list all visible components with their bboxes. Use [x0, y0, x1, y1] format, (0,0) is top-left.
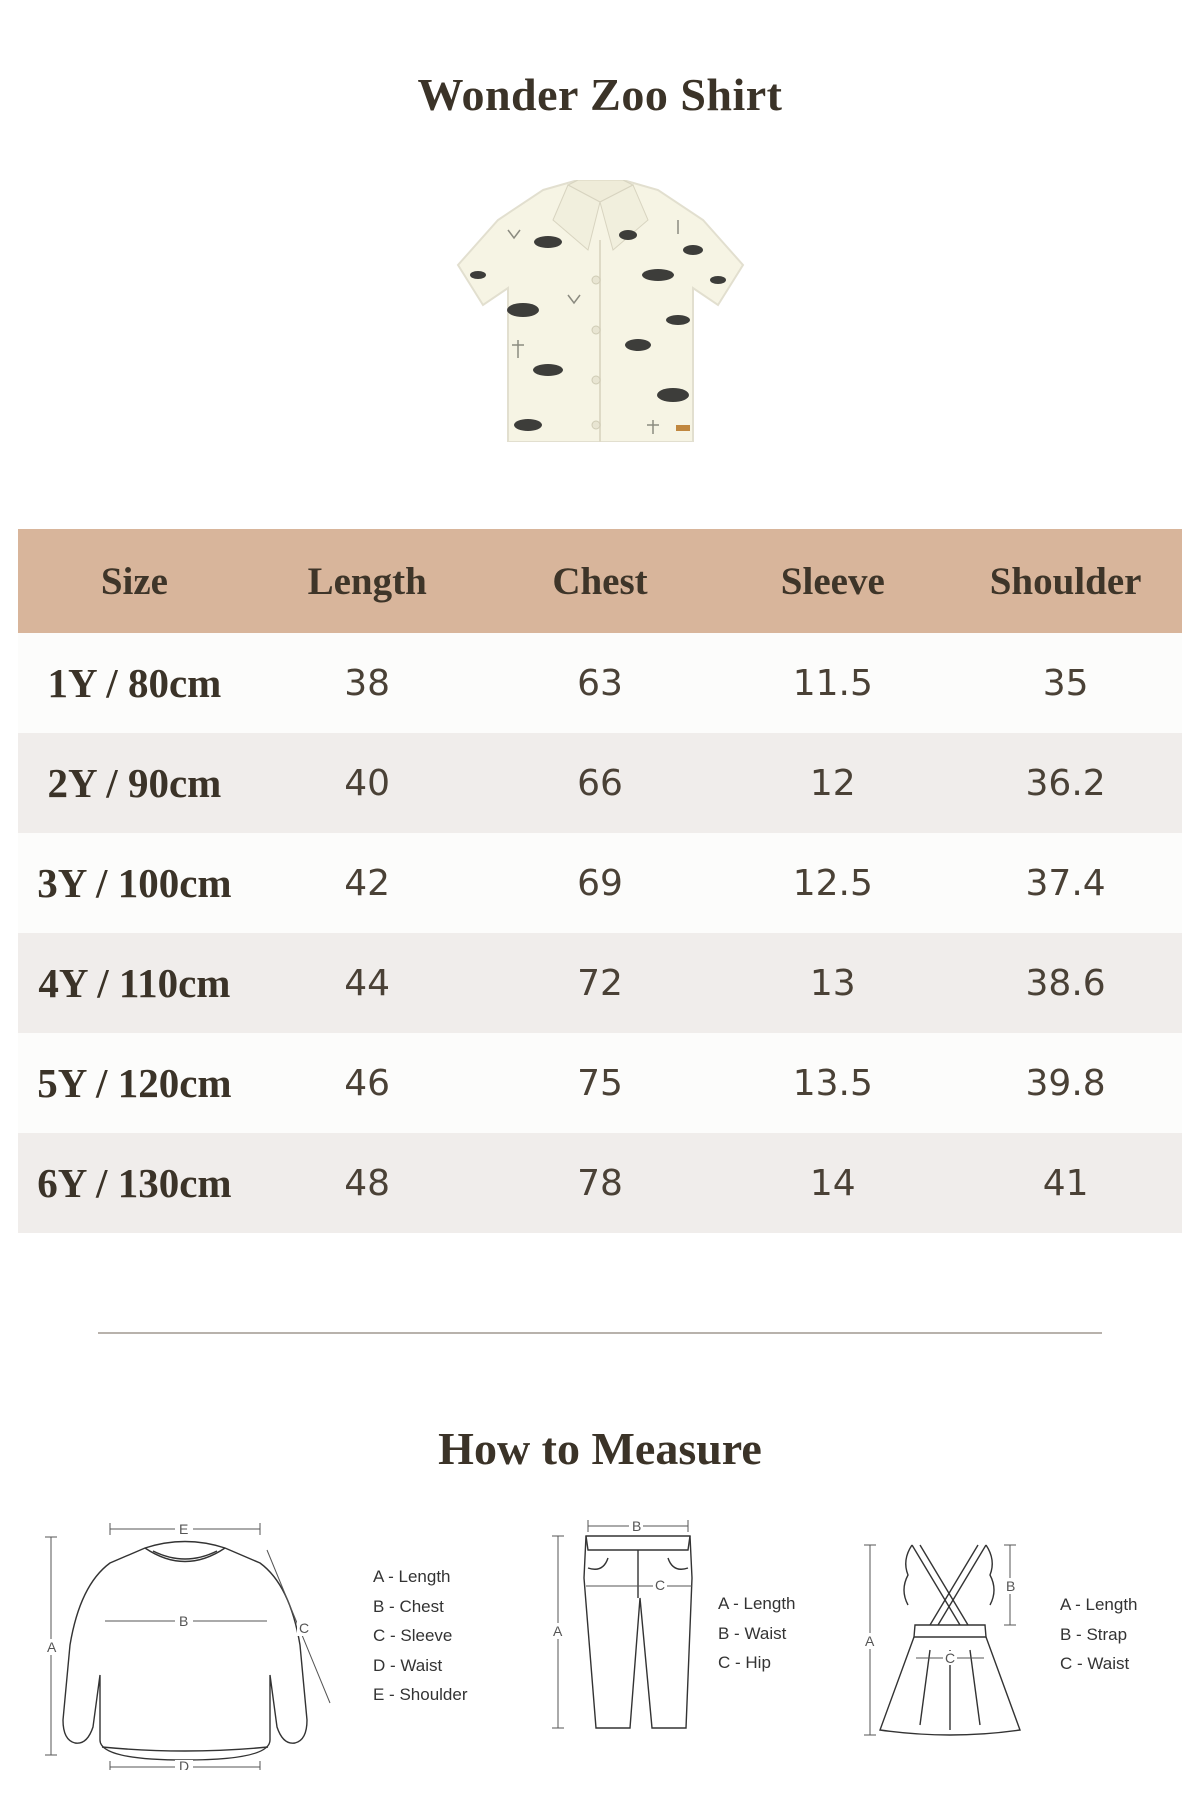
legend-item: B - Chest	[373, 1596, 444, 1616]
sleeve-cell: 11.5	[716, 633, 949, 733]
legend-item: A - Length	[1060, 1595, 1138, 1614]
mark-c: C	[655, 1577, 666, 1593]
mark-a: A	[865, 1633, 875, 1649]
table-row	[18, 733, 1182, 833]
legend-item: A - Length	[373, 1567, 451, 1586]
header-sleeve: Sleeve	[716, 529, 949, 633]
mark-a: A	[553, 1623, 563, 1639]
size-cell: 6Y / 130cm	[18, 1133, 251, 1233]
chest-cell: 72	[484, 933, 717, 1033]
sleeve-cell: 12.5	[716, 833, 949, 933]
mark-b: B	[632, 1518, 642, 1534]
chest-cell: 78	[484, 1133, 717, 1233]
section-divider	[98, 1332, 1102, 1334]
sleeve-cell: 13.5	[716, 1033, 949, 1133]
legend-item: D - Waist	[373, 1655, 443, 1675]
sleeve-cell: 13	[716, 933, 949, 1033]
table-row	[18, 1033, 1182, 1133]
pants-measure-diagram	[548, 1518, 708, 1733]
page-title: Wonder Zoo Shirt	[417, 69, 783, 120]
legend-item: C - Sleeve	[373, 1626, 453, 1645]
size-cell: 5Y / 120cm	[18, 1033, 251, 1133]
skirt-measure-diagram	[860, 1540, 1030, 1738]
top-measure-diagram	[45, 1515, 335, 1770]
chest-cell: 75	[484, 1033, 717, 1133]
header-chest: Chest	[484, 529, 717, 633]
sleeve-cell: 14	[716, 1133, 949, 1233]
legend-item: B - Waist	[718, 1623, 787, 1643]
mark-b: B	[1006, 1578, 1016, 1594]
pants-measure-legend	[718, 1589, 796, 1678]
mark-c: C	[299, 1620, 310, 1636]
shoulder-cell: 39.8	[949, 1033, 1182, 1133]
table-row	[18, 1133, 1182, 1233]
header-length: Length	[251, 529, 484, 633]
table-row	[18, 633, 1182, 733]
shoulder-cell: 38.6	[949, 933, 1182, 1033]
product-image	[448, 180, 753, 442]
length-cell: 42	[251, 833, 484, 933]
shoulder-cell: 37.4	[949, 833, 1182, 933]
sleeve-cell: 12	[716, 733, 949, 833]
size-cell: 3Y / 100cm	[18, 833, 251, 933]
shoulder-cell: 35	[949, 633, 1182, 733]
skirt-measure-legend	[1060, 1590, 1138, 1679]
table-header-row	[18, 529, 1182, 633]
how-to-measure-title: How to Measure	[438, 1423, 762, 1474]
legend-item: C - Waist	[1060, 1654, 1130, 1673]
size-cell: 4Y / 110cm	[18, 933, 251, 1033]
header-size: Size	[18, 529, 251, 633]
length-cell: 38	[251, 633, 484, 733]
header-shoulder: Shoulder	[949, 529, 1182, 633]
size-cell: 2Y / 90cm	[18, 733, 251, 833]
length-cell: 40	[251, 733, 484, 833]
length-cell: 46	[251, 1033, 484, 1133]
mark-b: B	[179, 1613, 189, 1629]
table-row	[18, 933, 1182, 1033]
top-measure-legend	[373, 1562, 468, 1710]
legend-item: A - Length	[718, 1594, 796, 1613]
mark-d: D	[179, 1758, 190, 1770]
legend-item: B - Strap	[1060, 1624, 1128, 1644]
legend-item: C - Hip	[718, 1653, 771, 1672]
size-cell: 1Y / 80cm	[18, 633, 251, 733]
shoulder-cell: 36.2	[949, 733, 1182, 833]
chest-cell: 63	[484, 633, 717, 733]
legend-item: E - Shoulder	[373, 1685, 468, 1704]
table-row	[18, 833, 1182, 933]
length-cell: 48	[251, 1133, 484, 1233]
length-cell: 44	[251, 933, 484, 1033]
size-chart-table	[18, 529, 1182, 1233]
mark-e: E	[179, 1521, 189, 1537]
shoulder-cell: 41	[949, 1133, 1182, 1233]
chest-cell: 69	[484, 833, 717, 933]
mark-c: C	[945, 1650, 956, 1666]
mark-a: A	[47, 1639, 57, 1655]
chest-cell: 66	[484, 733, 717, 833]
